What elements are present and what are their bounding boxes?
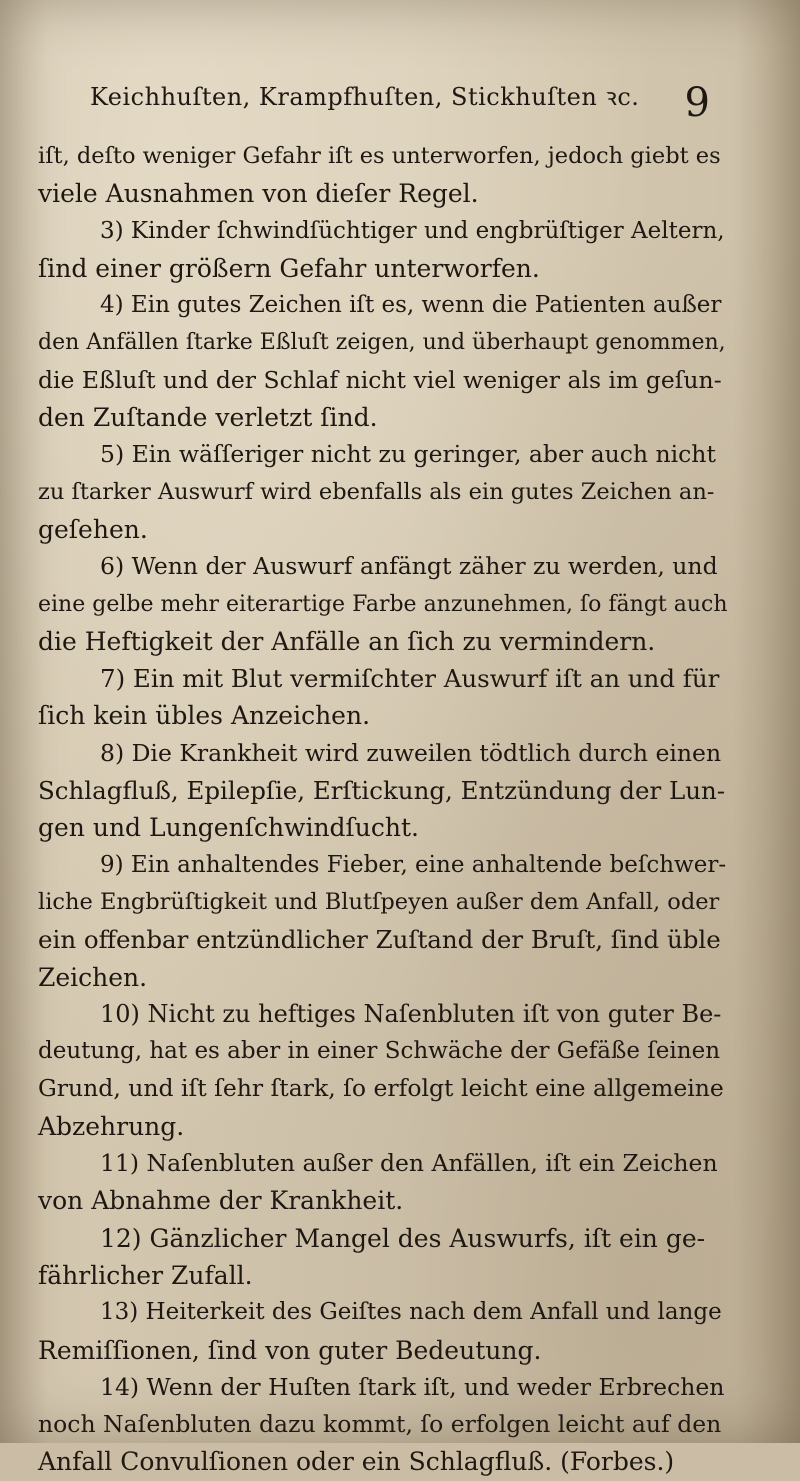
text-line: 14) Wenn der Huſten ſtark iſt, und weder Erbrechen — [100, 1372, 725, 1401]
text-line: liche Engbrüſtigkeit und Blutſpeyen außer dem Anfall, oder — [38, 888, 720, 915]
text-line: ein offenbar entzündlicher Zuſtand der Bruſt, ſind üble — [38, 925, 721, 955]
text-line: ſich kein übles Anzeichen. — [38, 701, 371, 731]
text-line: 9) Ein anhaltendes Fieber, eine anhaltende beſchwer- — [100, 851, 727, 878]
text-line: ſind einer größern Gefahr unterworfen. — [38, 253, 540, 283]
text-line: Grund, und iſt ſehr ſtark, ſo erfolgt leicht eine allgemeine — [38, 1074, 724, 1103]
text-line: von Abnahme der Krankheit. — [38, 1186, 404, 1216]
text-line: 4) Ein gutes Zeichen iſt es, wenn die Patienten außer — [100, 292, 722, 319]
text-line: 8) Die Krankheit wird zuweilen tödtlich durch einen — [100, 738, 722, 767]
text-line: Zeichen. — [38, 962, 148, 992]
text-line: fährlicher Zufall. — [38, 1260, 253, 1290]
text-line: zu ſtarker Auswurf wird ebenfalls als ein gutes Zeichen an- — [38, 478, 715, 505]
text-line: Remiſſionen, ſind von guter Bedeutung. — [38, 1335, 542, 1365]
page-number: 9 — [684, 80, 710, 126]
text-line: deutung, hat es aber in einer Schwäche der Gefäße ſeinen — [38, 1038, 721, 1065]
text-line: 10) Nicht zu heftiges Naſenbluten iſt von guter Be- — [100, 999, 722, 1028]
text-line: Anfall Convulſionen oder ein Schlagfluß. (Forbes.) — [38, 1447, 675, 1477]
text-line: 5) Ein wäſſeriger nicht zu geringer, aber auch nicht — [100, 440, 716, 469]
running-head: Keichhuſten, Krampfhuſten, Stickhuſten ꝛc. — [90, 83, 640, 111]
text-line: 13) Heiterkeit des Geiſtes nach dem Anfall und lange — [100, 1299, 722, 1326]
text-line: die Eßluſt und der Schlaf nicht viel weniger als im geſun- — [38, 365, 722, 394]
text-line: den Anfällen ſtarke Eßluſt zeigen, und überhaupt genommen, — [38, 330, 726, 356]
text-line: Schlagfluß, Epilepſie, Erſtickung, Entzündung der Lun- — [38, 776, 726, 806]
text-line: 6) Wenn der Auswurf anfängt zäher zu werden, und — [100, 552, 718, 581]
text-line: noch Naſenbluten dazu kommt, ſo erfolgen leicht auf den — [38, 1410, 722, 1439]
text-line: eine gelbe mehr eiterartige Farbe anzunehmen, ſo fängt auch — [38, 591, 728, 617]
text-line: iſt, deſto weniger Gefahr iſt es unterworfen, jedoch giebt es — [38, 143, 721, 169]
body-text — [38, 138, 728, 1481]
text-line: geſehen. — [38, 514, 148, 544]
text-line: 7) Ein mit Blut vermiſchter Auswurf iſt an und für — [100, 664, 720, 694]
text-line: 12) Gänzlicher Mangel des Auswurfs, iſt ein ge- — [100, 1223, 706, 1253]
text-line: 3) Kinder ſchwindſüchtiger und engbrüſtiger Aeltern, — [100, 217, 725, 244]
text-line: den Zuſtande verletzt ſind. — [38, 403, 378, 433]
text-line: 11) Naſenbluten außer den Anfällen, iſt ein Zeichen — [100, 1149, 718, 1178]
text-line: gen und Lungenſchwindſucht. — [38, 813, 420, 843]
text-line: Abzehrung. — [38, 1111, 185, 1141]
page-header — [90, 80, 710, 130]
text-line: viele Ausnahmen von dieſer Regel. — [38, 179, 479, 209]
text-line: die Heftigkeit der Anfälle an ſich zu vermindern. — [38, 626, 656, 656]
